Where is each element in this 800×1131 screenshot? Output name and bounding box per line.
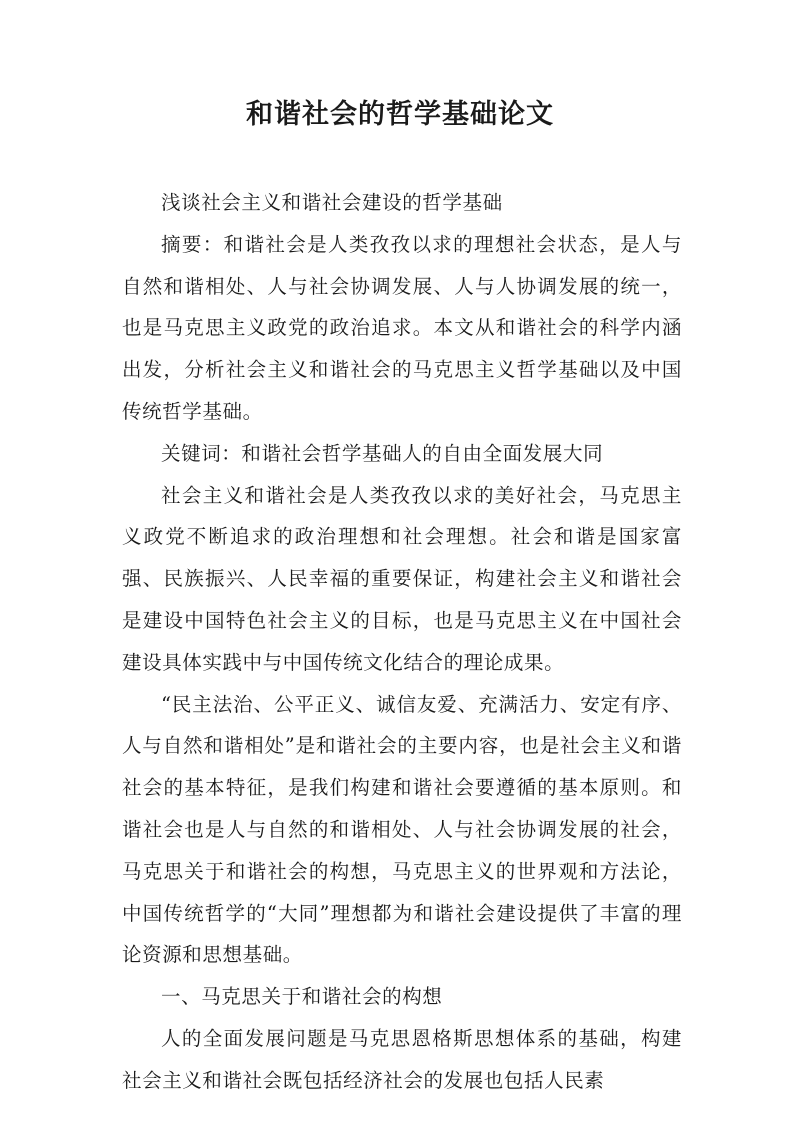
keywords-paragraph: 关键词：和谐社会哲学基础人的自由全面发展大同 — [161, 441, 604, 465]
document-body — [122, 182, 682, 1102]
body-paragraph: “民主法治、公平正义、诚信友爱、充满活力、安定有序、人与自然和谐相处”是和谐社会的主要内容，也是社会主义和谐社会的基本特征，是我们构建和谐社会要遵循的基本原则。和谐社会也是人与自然的和谐相处、人与社会协调发展的社会，马克思关于和谐社会的构想，马克思主义的世界观和方法论，中国传统哲学的“大同”理想都为和谐社会建设提供了丰富的理论资源和思想基础。 — [122, 692, 682, 967]
subtitle-paragraph: 浅谈社会主义和谐社会建设的哲学基础 — [161, 191, 503, 214]
document-title: 和谐社会的哲学基础论文 — [246, 99, 554, 130]
abstract-paragraph: 摘要：和谐社会是人类孜孜以求的理想社会状态，是人与自然和谐相处、人与社会协调发展、人与人协调发展的统一，也是马克思主义政党的政治追求。本文从和谐社会的科学内涵出发，分析社会主义和谐社会的马克思主义哲学基础以及中国传统哲学基础。 — [122, 232, 682, 423]
body-paragraph: 社会主义和谐社会是人类孜孜以求的美好社会，马克思主义政党不断追求的政治理想和社会理想。社会和谐是国家富强、民族振兴、人民幸福的重要保证，构建社会主义和谐社会是建设中国特色社会主义的目标，也是马克思主义在中国社会建设具体实践中与中国传统文化结合的理论成果。 — [122, 483, 682, 674]
section-heading: 一、马克思关于和谐社会的构想 — [161, 985, 443, 1009]
body-paragraph: 人的全面发展问题是马克思恩格斯思想体系的基础，构建社会主义和谐社会既包括经济社会的发展也包括人民素 — [122, 1026, 682, 1092]
